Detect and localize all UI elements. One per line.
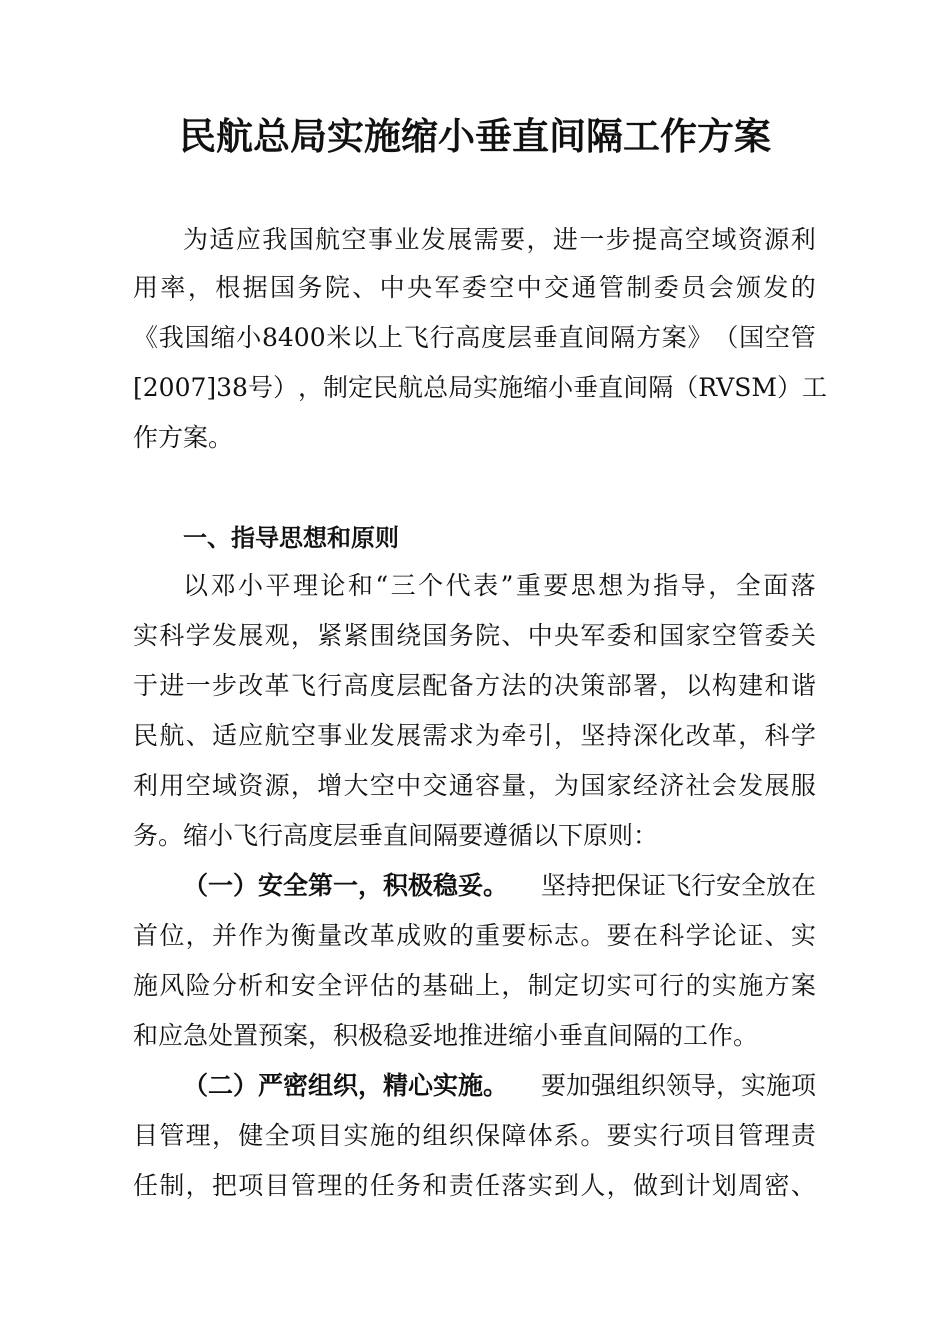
document-title: 民航总局实施缩小垂直间隔工作方案 (179, 115, 771, 158)
intro-line-1: 为 适 应 我 国 航 空 事 业 发 展 需 要 ， 进 一 步 提 高 空 域 资 源 利 (183, 225, 816, 254)
intro-line-5: 作方案。 (133, 423, 234, 452)
section1-line-3: 于 进 一 步 改 革 飞 行 高 度 层 配 备 方 法 的 决 策 部 署 ， 以 构 建 和 谐 (133, 671, 816, 700)
principle2-first-line (183, 1068, 816, 1104)
section1-line-4: 民 航 、 适 应 航 空 事 业 发 展 需 求 为 牵 引 ， 坚 持 深 化 改 革 ， 科 学 (133, 721, 816, 750)
intro-line-4: [2007]38 号 ） ， 制 定 民 航 总 局 实 施 缩 小 垂 直 间 隔 （ RVSM ） 工 (133, 373, 827, 402)
principle1-lead: （一）安全第一，积极稳妥。 (183, 871, 509, 900)
principle1-line-3: 施 风 险 分 析 和 安 全 评 估 的 基 础 上 ， 制 定 切 实 可 行 的 实 施 方 案 (133, 971, 816, 1000)
principle2-line-2: 目 管 理 ， 健 全 项 目 实 施 的 组 织 保 障 体 系 。 要 实 行 项 目 管 理 责 (133, 1121, 816, 1150)
principle2-lead: （二）严密组织，精心实施。 (183, 1071, 509, 1100)
principle2-first-rest: 要加强组织领导，实施项 (540, 1071, 816, 1100)
principle1-first-rest: 坚持把保证飞行安全放在 (540, 871, 816, 900)
section1-line-5: 利 用 空 域 资 源 ， 增 大 空 中 交 通 容 量 ， 为 国 家 经 济 社 会 发 展 服 (133, 771, 816, 800)
section1-line-2: 实 科 学 发 展 观 ， 紧 紧 围 绕 国 务 院 、 中 央 军 委 和 国 家 空 管 委 关 (133, 621, 816, 650)
principle1-first-line (183, 868, 816, 904)
principle1-line-2: 首 位 ， 并 作 为 衡 量 改 革 成 败 的 重 要 标 志 。 要 在 科 学 论 证 、 实 (133, 921, 816, 950)
section1-line-1: 以 邓 小 平 理 论 和 “ 三 个 代 表 ” 重 要 思 想 为 指 导 ， 全 面 落 (183, 571, 816, 600)
principle2-line-3: 任 制 ， 把 项 目 管 理 的 任 务 和 责 任 落 实 到 人 ， 做 到 计 划 周 密 、 (133, 1171, 816, 1200)
section-heading-1: 一、指导思想和原则 (183, 524, 399, 552)
principle1-line-4: 和应急处置预案，积极稳妥地推进缩小垂直间隔的工作。 (133, 1021, 759, 1050)
intro-line-3: 《 我 国 缩 小 8400 米 以 上 飞 行 高 度 层 垂 直 间 隔 方 案 》 （ 国 空 管 (133, 323, 816, 352)
section1-line-6: 务。缩小飞行高度层垂直间隔要遵循以下原则： (133, 821, 659, 850)
intro-line-2: 用 率 ， 根 据 国 务 院 、 中 央 军 委 空 中 交 通 管 制 委 员 会 颁 发 的 (133, 273, 816, 302)
